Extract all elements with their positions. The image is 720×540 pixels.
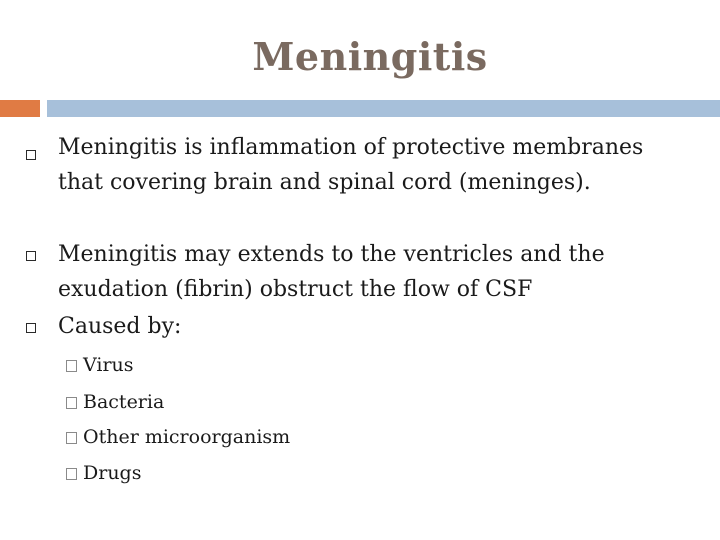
sub-item-label: Drugs bbox=[83, 462, 142, 484]
bullet-square-icon bbox=[26, 150, 36, 160]
sub-item-label: Virus bbox=[83, 354, 134, 376]
sub-list-item bbox=[66, 456, 141, 491]
sub-bullet-box-icon bbox=[66, 468, 77, 480]
bullet-item: Meningitis may extends to the ventricles and the exudation (fibrin) obstruct the flow of CSF bbox=[58, 242, 605, 302]
bullet-square-icon bbox=[26, 323, 36, 333]
bullet-item: Meningitis is inflammation of protective membranes that covering brain and spinal cord (meninges). bbox=[58, 135, 644, 195]
bullet-square-icon bbox=[26, 251, 36, 261]
sub-item-label: Other microorganism bbox=[83, 426, 291, 448]
slide-title: Meningitis bbox=[252, 34, 488, 79]
bullet-item: Caused by: bbox=[58, 314, 182, 339]
title-divider-bar bbox=[47, 100, 720, 117]
sub-item-label: Bacteria bbox=[83, 391, 165, 413]
sub-bullet-box-icon bbox=[66, 432, 77, 444]
sub-bullet-box-icon bbox=[66, 397, 77, 409]
sub-bullet-box-icon bbox=[66, 360, 77, 372]
sub-list-item bbox=[66, 348, 134, 383]
title-accent-bar bbox=[0, 100, 40, 117]
sub-list-item bbox=[66, 420, 290, 455]
sub-list-item bbox=[66, 385, 164, 420]
